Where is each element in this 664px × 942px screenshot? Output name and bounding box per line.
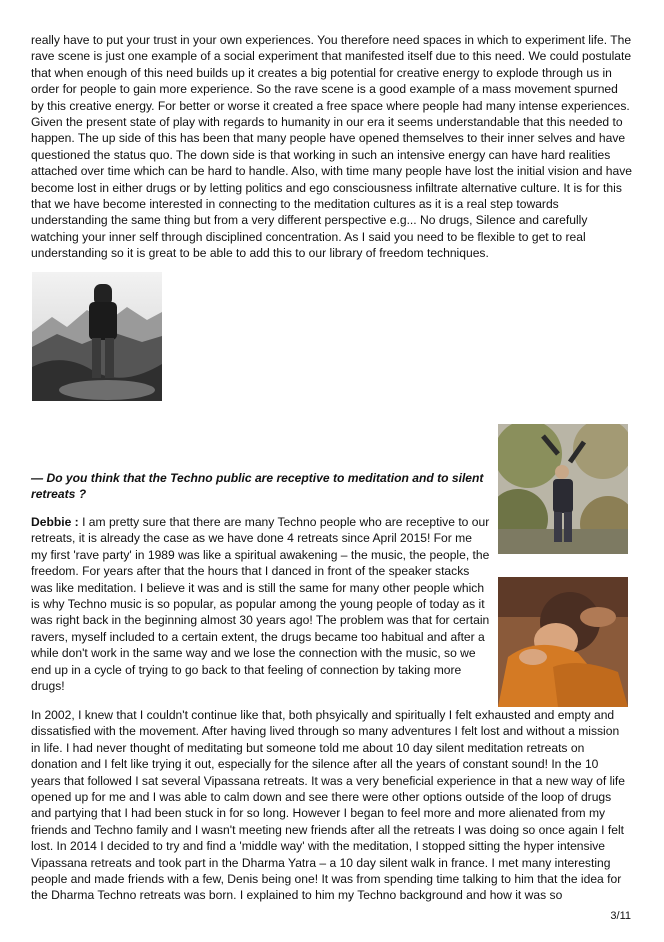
answer-text: I am pretty sure that there are many Techno people who are receptive to our retreats, it is already the case as we have done 4 retreats since April 2015! For me my first 'rave party' in 1989 was like a spiritual awakening – the music, the people, the freedom. For years after that the hours that I danced in front of the speaker stacks was like meditation. I believe it was and is still the same for many other people which is why Techno music is so popular, as popular among the young people of today as it was right back in the beginning almost 30 years ago! The problem was that for certain ravers, myself included to a certain extent, the drugs became too habitual and after a while don't work in the same way and we lose the connection with the music, so we end up in a cycle of trying to go back to that feeling of connection by taking more drugs!: [31, 515, 490, 694]
interview-question: — Do you think that the Techno public are receptive to meditation and to silent retreats ?: [31, 471, 484, 502]
intro-paragraph: really have to put your trust in your own experiences. You therefore need spaces in which to experiment life. The rave scene is just one example of a social experiment that manifested itself due to this need. We could postulate that when enough of this need builds up it creates a big potential for creative energy to explode through us in order for people to gain more experience. So the rave scene is a good example of a mass movement spurned by this creative energy. For better or worse it created a free space where people had many intense experiences. Given the present state of play with regards to humanity in our era it seems understandable that this needed to happen. The up side of this has been that many people have opened themselves to their inner selves and have questioned the status quo. The down side is that working in such an intensive energy can have hard realities attached over time which can be hard to handle. Also, with time many people have lost the initial vision and have become lost in either drugs or by letting politics and ego consciousness infiltrate alternative culture. It is for this that we have become interested in connecting to the meditation cultures as it is a real step towards understanding the same thing but from a very different perspective e.g... No drugs, Silence and carefully watching your inner self through disciplined concentration. As I said you need to be flexible to get to real understanding so it is great to be able to add this to our library of freedom techniques.: [31, 33, 633, 261]
speaker-label: Debbie :: [31, 515, 79, 529]
continued-paragraph: In 2002, I knew that I couldn't continue like that, both phsyically and spiritually I felt exhausted and empty and dissatisfied with the movement. After having lived through so many adventures I felt lost and without a mission in life. I had never thought of meditating but someone told me about 10 day silent meditation retreats on donation and I felt like trying it out, especially for the silence after all the years of constant sound! In the 10 years that followed I sat several Vipassana retreats. It was a very beneficial experience in that a new way of life opened up for me and I was able to calm down and see there were other options outside of the loop of drugs and partying that I had been stuck in for so long. However I began to feel more and more alienated from my friends and Techno family and I wasn't meeting new friends after all the retreats I was doing so once again I felt lost. In 2014 I decided to try and find a 'middle way' with the meditation, I stopped sitting the hyper intensive Vipassana retreats and took part in the Dharma Yatra – a 10 day silent walk in france. I met many interesting people and made friends with a few, Denis being one! It was from spending time talking to him that the idea for the Dharma Techno retreats was born. I explained to him my Techno background and how it was so: [31, 708, 626, 903]
hiker-photo: [32, 272, 162, 401]
page-number: 3/11: [610, 910, 631, 922]
dancer-photo: [498, 424, 628, 554]
woman-photo: [498, 577, 628, 707]
debbie-answer: [31, 514, 491, 694]
